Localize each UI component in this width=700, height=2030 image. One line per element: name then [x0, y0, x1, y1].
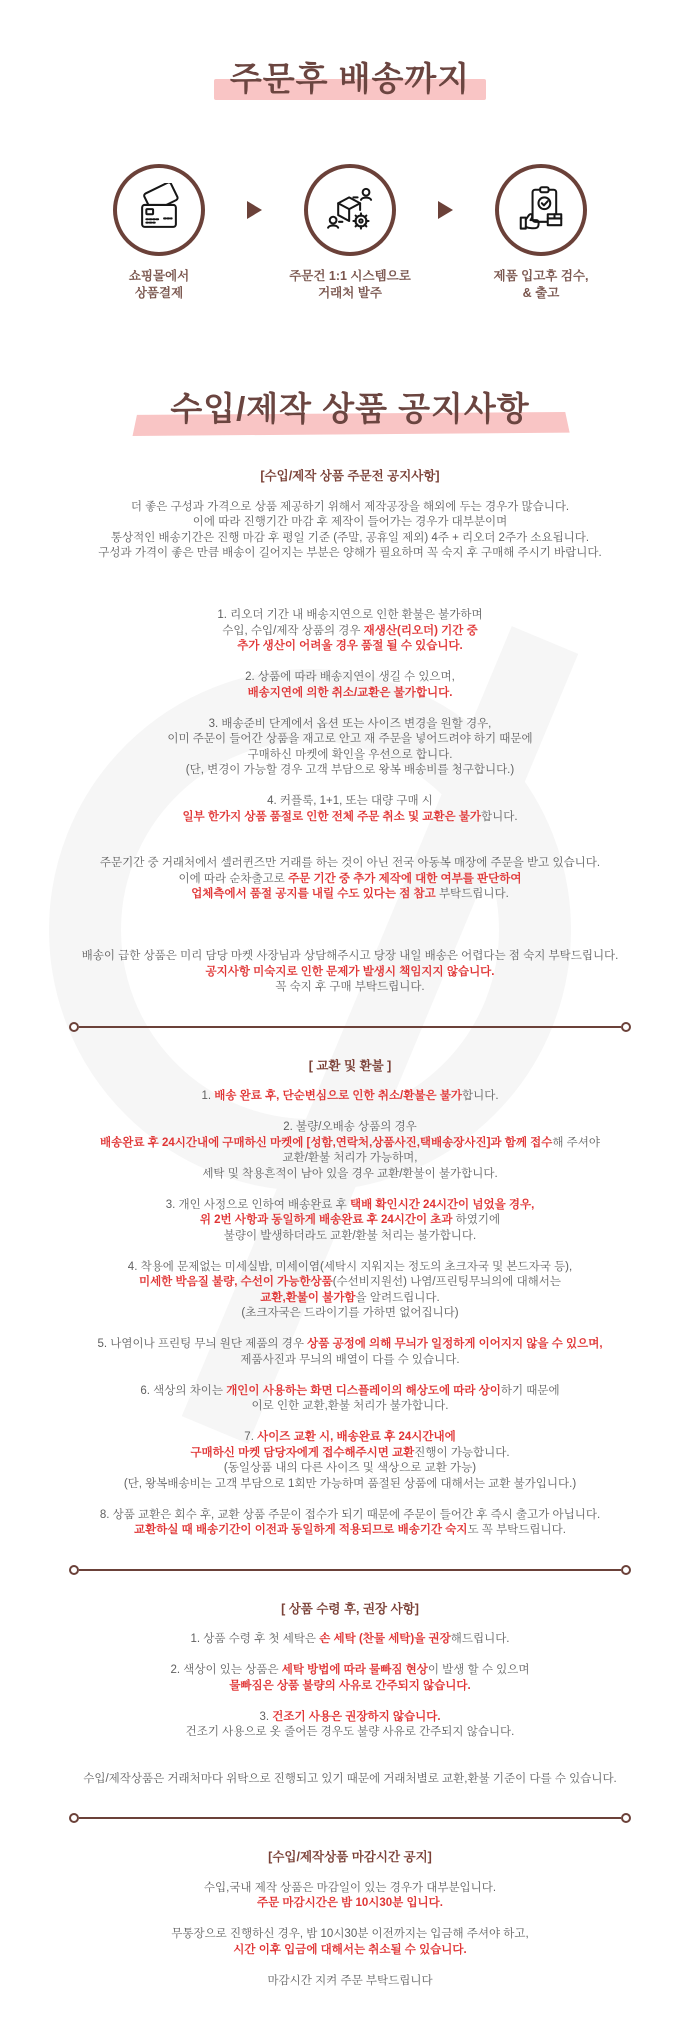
text-segment: 해 주셔야	[552, 1136, 600, 1149]
text-segment: 1.	[201, 1090, 215, 1102]
text-segment: 합니다.	[481, 810, 518, 823]
text-segment: (수선비지원선) 나염/프린팅무늬의에 대해서는	[332, 1276, 562, 1288]
text-line	[0, 1136, 700, 1152]
text-segment: 물빠짐은 상품 불량의 사유로 간주되지 않습니다.	[229, 1679, 471, 1692]
text-segment: 2. 상품에 따라 배송지연이 생길 수 있으며,	[245, 671, 455, 683]
text-segment: 더 좋은 구성과 가격으로 상품 제공하기 위해서 제작공장을 해외에 두는 경우가 많습니다.	[130, 500, 570, 513]
notice-paragraph	[0, 500, 700, 562]
text-line	[0, 1167, 700, 1183]
step-circle	[113, 164, 205, 256]
arrow-right-icon	[247, 201, 262, 219]
text-line	[0, 1710, 700, 1726]
text-segment: 이 발생 할 수 있으며	[427, 1664, 530, 1676]
text-segment: 업체측에서 품절 공지를 내릴 수도 있다는 점 참고	[191, 888, 436, 900]
text-segment: 공지사항 미숙지로 인한 문제가 발생시 책임지지 않습니다.	[205, 965, 495, 978]
text-line	[0, 515, 700, 531]
text-line	[0, 763, 700, 779]
text-line	[0, 717, 700, 733]
text-line	[0, 1725, 700, 1741]
notice-paragraph	[0, 949, 700, 996]
text-segment: 손 세탁 (찬물 세탁)을 권장	[319, 1633, 451, 1645]
text-line	[0, 1446, 700, 1462]
text-line	[0, 1291, 700, 1307]
text-segment: 3. 배송준비 단계에서 옵션 또는 사이즈 변경을 원할 경우,	[208, 717, 492, 730]
text-line	[0, 1275, 700, 1291]
flow-title-text: 주문후 배송까지	[229, 60, 471, 97]
text-line	[0, 624, 700, 640]
text-segment: 을 알려드립니다.	[355, 1291, 440, 1304]
text-segment: 수입, 수입/제작 상품의 경우	[222, 624, 364, 637]
text-segment: 꼭 숙지 후 구매 부탁드립니다.	[275, 981, 425, 993]
text-line	[0, 748, 700, 764]
text-line	[0, 1772, 700, 1788]
text-segment: 도 꼭 부탁드립니다.	[467, 1524, 566, 1536]
text-segment: (초크자국은 드라이기를 가하면 없어집니다)	[241, 1307, 459, 1319]
text-line	[0, 1679, 700, 1695]
text-line	[0, 872, 700, 888]
text-segment: 사이즈 교환 시, 배송완료 후 24시간내에	[257, 1431, 456, 1443]
text-line	[0, 639, 700, 655]
flow-step-order-system	[262, 164, 438, 302]
text-line	[0, 965, 700, 981]
step-label	[71, 268, 247, 302]
text-line	[0, 531, 700, 547]
section-heading: [ 교환 및 환불 ]	[308, 1058, 392, 1073]
text-line	[0, 1461, 700, 1477]
text-line	[0, 732, 700, 748]
text-line	[0, 1306, 700, 1322]
text-line	[0, 1663, 700, 1679]
divider-dot	[69, 1022, 79, 1032]
order-flow-diagram	[0, 164, 700, 302]
text-segment: 배송 완료 후, 단순변심으로 인한 취소/환불은 불가	[214, 1090, 462, 1102]
notice-paragraph	[0, 670, 700, 701]
text-segment: 주문기간 중 거래처에서 셀러퀸즈만 거래를 하는 것이 아닌 전국 아동복 매장에 주문을 받고 있습니다.	[99, 857, 601, 869]
notice-paragraph	[0, 1337, 700, 1368]
section-heading: [수입/제작상품 마감시간 공지]	[268, 1850, 432, 1864]
text-line	[0, 1399, 700, 1415]
divider-line	[79, 1026, 621, 1028]
divider-line	[79, 1817, 621, 1819]
arrow-right-icon	[438, 201, 453, 219]
text-segment: 제품사진과 무늬의 배열이 다를 수 있습니다.	[240, 1353, 460, 1366]
step-label-line: 상품결제	[134, 286, 184, 300]
text-segment: 재생산(리오더) 기간 중	[363, 624, 478, 637]
text-line	[0, 1943, 700, 1959]
notice-paragraph	[0, 1710, 700, 1741]
text-line	[0, 500, 700, 516]
notice-paragraph	[0, 1974, 700, 1990]
notice-section-title	[170, 388, 529, 430]
text-segment: 수입,국내 제작 상품은 마감일이 있는 경우가 대부분입니다.	[203, 1881, 497, 1894]
text-line	[0, 1120, 700, 1136]
text-segment: 배송완료 후 24시간내에 구매하신 마켓에 [성함,연락처,상품사진,택배송장사진]과 함께 접수	[100, 1136, 553, 1149]
credit-card-icon	[132, 183, 186, 237]
text-line	[0, 1927, 700, 1943]
step-label-line: & 출고	[522, 286, 560, 300]
text-segment: 합니다.	[462, 1090, 499, 1102]
text-segment: 마감시간 지켜 주문 부탁드립니다	[267, 1974, 433, 1987]
divider-dot	[69, 1565, 79, 1575]
text-segment: 6. 색상의 차이는	[140, 1384, 227, 1397]
notice-paragraph	[0, 1632, 700, 1648]
text-line	[0, 1198, 700, 1214]
text-line	[0, 1632, 700, 1648]
notice-paragraph	[0, 608, 700, 655]
section-divider	[69, 1022, 631, 1032]
divider-dot	[621, 1813, 631, 1823]
text-line	[0, 1430, 700, 1446]
text-segment: 7.	[244, 1431, 258, 1443]
text-segment: 추가 생산이 어려울 경우 품절 될 수 있습니다.	[237, 640, 463, 652]
text-line	[0, 1353, 700, 1369]
text-segment: 주문 마감시간은 밤 10시30분 입니다.	[257, 1897, 443, 1909]
text-segment: 건조기 사용으로 옷 줄어든 경우도 불량 사유로 간주되지 않습니다.	[185, 1726, 515, 1738]
text-segment: 시간 이후 입금에 대해서는 취소될 수 있습니다.	[233, 1943, 467, 1956]
text-segment: 하였기에	[452, 1214, 501, 1226]
text-segment: 미세한 박음질 불량, 수선이 가능한상품	[138, 1276, 333, 1288]
step-label-line: 쇼핑몰에서	[128, 269, 190, 283]
flow-step-inspection	[453, 164, 629, 302]
text-segment: 이미 주문이 들어간 상품을 재고로 안고 재 주문을 넣어드려야 하기 때문에	[167, 733, 533, 745]
text-segment: 이로 인한 교환,환불 처리가 불가합니다.	[251, 1400, 449, 1412]
flow-title-wrap	[0, 58, 700, 100]
text-segment: 구성과 가격이 좋은 만큼 배송이 길어지는 부분은 양해가 필요하며 꼭 숙지 후 구매해 주시기 바랍니다.	[98, 547, 602, 559]
text-segment: 통상적인 배송기간은 진행 마감 후 평일 기준 (주말, 공휴일 제외) 4주 + 리오더 2주가 소요됩니다.	[110, 531, 590, 544]
step-label	[262, 268, 438, 302]
text-segment: 위 2번 사항과 동일하게 배송완료 후 24시간이 초과	[199, 1214, 453, 1226]
notice-sections	[0, 468, 700, 2030]
divider-dot	[69, 1813, 79, 1823]
text-segment: (단, 변경이 가능할 경우 고객 부담으로 왕복 배송비를 청구합니다.)	[185, 764, 515, 776]
notice-paragraph	[0, 717, 700, 779]
text-line	[0, 980, 700, 996]
step-label-line: 거래처 발주	[318, 286, 382, 300]
text-segment: 1. 상품 수령 후 첫 세탁은	[190, 1633, 320, 1645]
notice-paragraph	[0, 856, 700, 903]
text-segment: (단, 왕복배송비는 고객 부담으로 1회만 가능하며 품절된 상품에 대해서는 교환 불가입니다.)	[123, 1477, 577, 1490]
text-segment: 세탁 및 착용흔적이 남아 있을 경우 교환/환불이 불가합니다.	[202, 1167, 498, 1180]
text-segment: 진행이 가능합니다.	[414, 1446, 510, 1459]
text-line	[0, 670, 700, 686]
text-segment: (동일상품 내의 다른 사이즈 및 색상으로 교환 가능)	[223, 1462, 477, 1474]
text-segment: 건조기 사용은 권장하지 않습니다.	[272, 1710, 441, 1723]
notice-title-text: 수입/제작 상품 공지사항	[170, 390, 530, 427]
text-line	[0, 887, 700, 903]
text-line	[0, 810, 700, 826]
text-segment: 구매하신 마켓 담당자에게 접수해주시면 교환	[190, 1446, 415, 1459]
step-label	[453, 268, 629, 302]
text-line	[0, 1089, 700, 1105]
notice-title-wrap	[0, 388, 700, 430]
text-segment: 부탁드립니다.	[435, 888, 509, 900]
notice-paragraph	[0, 1927, 700, 1958]
notice-paragraph	[0, 1260, 700, 1322]
text-line	[0, 1477, 700, 1493]
text-segment: 배송지연에 의한 취소/교환은 불가합니다.	[247, 686, 453, 699]
order-system-icon	[323, 183, 377, 237]
text-segment: 8. 상품 교환은 회수 후, 교환 상품 주문이 접수가 되기 때문에 주문이 들어간 후 즉시 출고가 아닙니다.	[99, 1508, 601, 1521]
flow-step-payment	[71, 164, 247, 302]
text-line	[0, 1260, 700, 1276]
text-line	[0, 1151, 700, 1167]
step-label-line: 제품 입고후 검수,	[493, 269, 589, 283]
text-segment: 택배 확인시간 24시간이 넘었을 경우,	[350, 1198, 535, 1211]
step-label-line: 주문건 1:1 시스템으로	[289, 269, 411, 283]
text-line	[0, 1896, 700, 1912]
step-circle	[304, 164, 396, 256]
text-segment: 일부 한가지 상품 품절로 인한 전체 주문 취소 및 교환은 불가	[182, 810, 482, 823]
text-segment: 교환하실 때 배송기간이 이전과 동일하게 적용되므로 배송기간 숙지	[134, 1524, 468, 1536]
text-segment: 4. 착용에 문제없는 미세실밥, 미세이염(세탁시 지워지는 정도의 초크자국 및 본드자국 등),	[127, 1260, 573, 1273]
inspection-icon	[514, 183, 568, 237]
divider-dot	[621, 1565, 631, 1575]
text-segment: 3.	[259, 1710, 273, 1723]
divider-line	[79, 1569, 621, 1571]
text-segment: 이에 따라 순차출고로	[178, 872, 289, 885]
text-line	[0, 1523, 700, 1539]
text-segment: 개인이 사용하는 화면 디스플레이의 해상도에 따라 상이	[226, 1384, 501, 1397]
section-heading: [ 상품 수령 후, 권장 사항]	[281, 1601, 419, 1616]
text-line	[0, 1508, 700, 1524]
text-segment: 이에 따라 진행기간 마감 후 제작이 들어가는 경우가 대부분이며	[192, 516, 508, 528]
notice-paragraph	[0, 1120, 700, 1182]
text-segment: 2. 색상이 있는 상품은	[170, 1664, 282, 1676]
notice-paragraph	[0, 1508, 700, 1539]
notice-paragraph	[0, 1198, 700, 1245]
notice-paragraph	[0, 1089, 700, 1105]
text-line	[0, 1337, 700, 1353]
text-line	[0, 1229, 700, 1245]
text-segment: 교환/환불 처리가 가능하며,	[282, 1152, 418, 1164]
notice-paragraph	[0, 1430, 700, 1492]
text-line	[0, 856, 700, 872]
text-line	[0, 1974, 700, 1990]
text-segment: 교환,환불이 불가함	[260, 1291, 356, 1304]
notice-paragraph	[0, 1881, 700, 1912]
divider-dot	[621, 1022, 631, 1032]
text-line	[0, 949, 700, 965]
text-segment: 하기 때문에	[500, 1384, 560, 1397]
section-divider	[69, 1813, 631, 1823]
text-segment: 1. 리오더 기간 내 배송지연으로 인한 환불은 불가하며	[217, 609, 483, 621]
text-segment: 세탁 방법에 따라 물빠짐 현상	[281, 1664, 428, 1676]
text-line	[0, 1881, 700, 1897]
notice-paragraph	[0, 1663, 700, 1694]
text-line	[0, 546, 700, 562]
text-line	[0, 608, 700, 624]
section-divider	[69, 1565, 631, 1575]
text-segment: 주문 기간 중 추가 제작에 대한 여부를 판단하여	[288, 872, 522, 885]
text-segment: 2. 불량/오배송 상품의 경우	[283, 1121, 417, 1133]
text-segment: 5. 나염이나 프린팅 무늬 원단 제품의 경우	[97, 1338, 308, 1350]
text-segment: 3. 개인 사정으로 인하여 배송완료 후	[165, 1198, 350, 1211]
text-line	[0, 1213, 700, 1229]
flow-section-title	[230, 58, 470, 100]
text-segment: 해드립니다.	[450, 1633, 510, 1645]
notice-paragraph	[0, 794, 700, 825]
text-segment: 불량이 발생하더라도 교환/환불 처리는 불가합니다.	[223, 1229, 477, 1242]
step-circle	[495, 164, 587, 256]
notice-paragraph	[0, 1384, 700, 1415]
text-segment: 4. 커플룩, 1+1, 또는 대량 구매 시	[267, 795, 433, 807]
text-segment: 상품 공정에 의해 무늬가 일정하게 이어지지 않을 수 있으며,	[307, 1338, 603, 1350]
text-line	[0, 1384, 700, 1400]
text-segment: 구매하신 마켓에 확인을 우선으로 합니다.	[247, 748, 453, 761]
text-segment: 수입/제작상품은 거래처마다 위탁으로 진행되고 있기 때문에 거래처별로 교환,환불 기준이 다를 수 있습니다.	[83, 1772, 617, 1785]
text-segment: 배송이 급한 상품은 미리 담당 마켓 사장님과 상담해주시고 당장 내일 배송은 어렵다는 점 숙지 부탁드립니다.	[81, 950, 619, 962]
section-heading: [수입/제작 상품 주문전 공지사항]	[260, 469, 440, 483]
text-segment: 무통장으로 진행하신 경우, 밤 10시30분 이전까지는 입금해 주셔야 하고,	[171, 1928, 529, 1940]
text-line	[0, 686, 700, 702]
text-line	[0, 794, 700, 810]
notice-paragraph	[0, 1772, 700, 1788]
